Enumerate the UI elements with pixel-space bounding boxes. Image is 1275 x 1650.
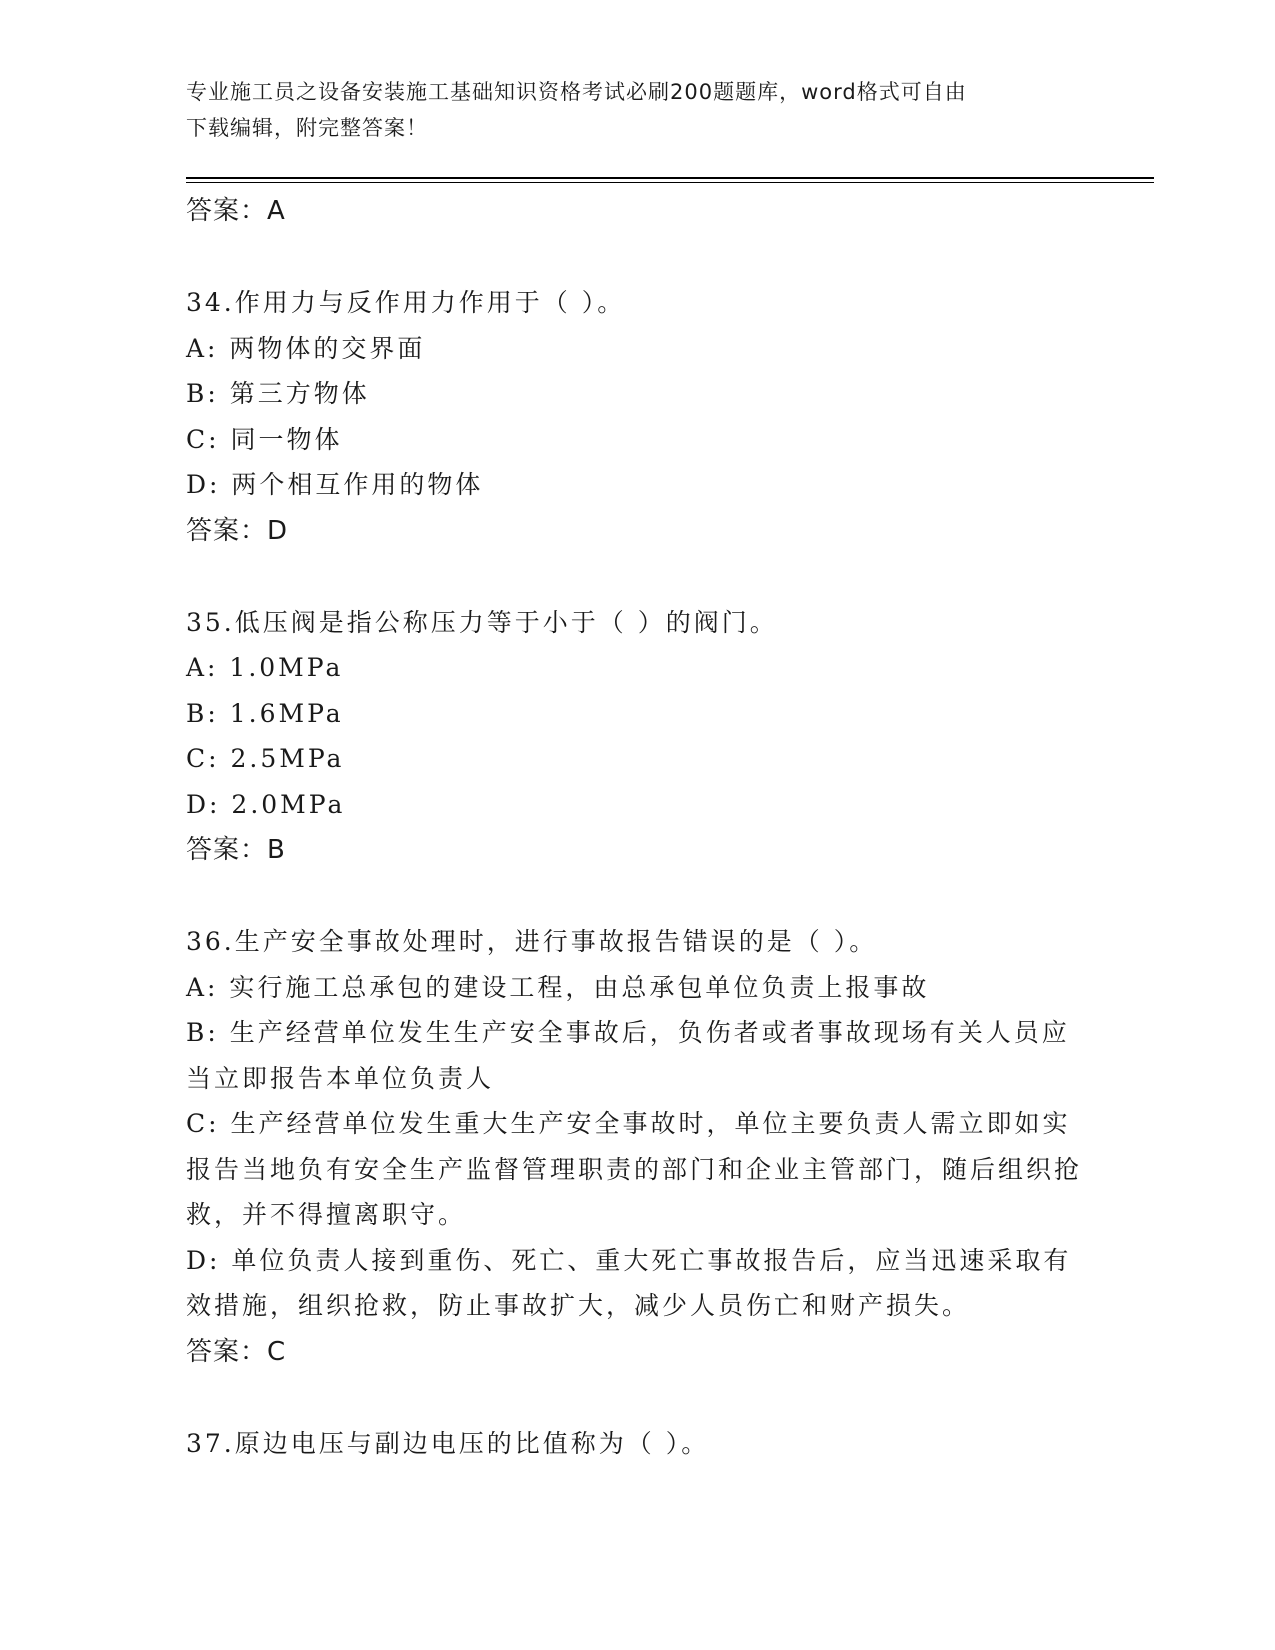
question-35	[186, 600, 1086, 874]
option-c: C: 同一物体	[186, 424, 343, 454]
document-header	[186, 74, 1086, 146]
option-c: C: 2.5MPa	[186, 744, 345, 773]
question-list	[186, 188, 1086, 1466]
option-a: A: 两物体的交界面	[186, 333, 426, 363]
option-a: A: 实行施工总承包的建设工程，由总承包单位负责上报事故	[186, 972, 930, 1002]
option-b: B: 第三方物体	[186, 379, 370, 408]
question-text: 37.原边电压与副边电压的比值称为（ ）。	[186, 1428, 710, 1458]
header-line-1: 专业施工员之设备安装施工基础知识资格考试必刷200题题库，word格式可自由	[186, 80, 967, 104]
question-34	[186, 280, 1086, 554]
question-37	[186, 1421, 1086, 1467]
header-divider-thin	[186, 182, 1154, 183]
question-text: 35.低压阀是指公称压力等于小于（ ）的阀门。	[186, 607, 778, 637]
header-divider-thick	[186, 177, 1154, 179]
option-b: B: 1.6MPa	[186, 698, 344, 728]
option-b: B: 生产经营单位发生生产安全事故后，负伤者或者事故现场有关人员应当立即报告本单位负责人	[186, 1018, 1070, 1093]
option-d: D: 单位负责人接到重伤、死亡、重大死亡事故报告后，应当迅速采取有效措施，组织抢救，防止事故扩大，减少人员伤亡和财产损失。	[186, 1245, 1072, 1320]
answer-line: 答案：C	[186, 1336, 287, 1367]
answer-line: 答案：B	[186, 835, 286, 865]
option-d: D: 2.0MPa	[186, 789, 346, 819]
header-line-2: 下载编辑，附完整答案！	[186, 116, 428, 140]
question-text: 36.生产安全事故处理时，进行事故报告错误的是（ ）。	[186, 927, 878, 956]
option-c: C: 生产经营单位发生重大生产安全事故时，单位主要负责人需立即如实报告当地负有安全生产监督管理职责的部门和企业主管部门，随后组织抢救，并不得擅离职守。	[186, 1109, 1083, 1229]
answer-line: 答案：A	[186, 196, 286, 226]
question-36	[186, 919, 1086, 1375]
answer-line: 答案：D	[186, 515, 289, 546]
question-text: 34.作用力与反作用力作用于（ ）。	[186, 288, 626, 317]
option-d: D: 两个相互作用的物体	[186, 470, 484, 499]
option-a: A: 1.0MPa	[186, 653, 344, 682]
